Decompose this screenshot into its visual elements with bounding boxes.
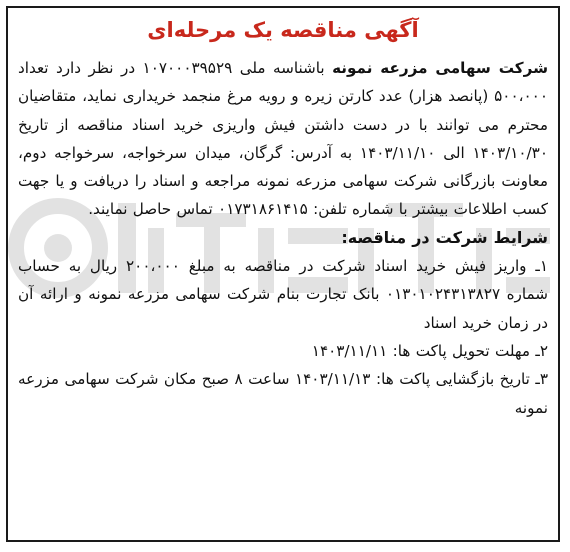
condition-item-3: ۳ـ تاریخ بازگشایی پاکت ها: ۱۴۰۳/۱۱/۱۳ ساعت ۸ صبح مکان شرکت سهامی مزرعه نمونه (18, 370, 548, 417)
notice-title: آگهی مناقصه یک مرحله‌ای (147, 18, 419, 42)
condition-item-2: ۲ـ مهلت تحویل پاکت ها: ۱۴۰۳/۱۱/۱۱ (311, 341, 548, 360)
intro-text: باشناسه ملی ۱۰۷۰۰۰۳۹۵۲۹ در نظر دارد تعداد ۵۰۰،۰۰۰ (پانصد هزار) عدد کارتن زیره و رویه مرغ منجمد خریداری نماید، متقاضیان محترم می توانند با در دست داشتن فیش واریزی خرید اسناد مناقصه از تاریخ ۱۴۰۳/۱۰/۳۰ الی ۱۴۰۳/۱۱/۱۰ به آدرس: گرگان، میدان سرخواجه، سرخواجه دوم، معاونت بازرگانی شرکت سهامی مزرعه نمونه مراجعه و اسناد را دریافت و یا جهت کسب اطلاعات بیشتر با شماره تلفن: ۰۱۷۳۱۸۶۱۴۱۵ تماس حاصل نمایند. (18, 59, 548, 219)
company-name: شرکت سهامی مزرعه نمونه (332, 59, 549, 77)
notice-body (18, 54, 548, 422)
condition-item-1: ۱ـ واریز فیش خرید اسناد شرکت در مناقصه به مبلغ ۲۰۰،۰۰۰ ریال به حساب شماره ۰۱۳۰۱۰۲۴۳۱۳۸۲۷ بانک تجارت بنام شرکت سهامی مزرعه نمونه و ارائه آن در زمان خرید اسناد (18, 257, 548, 332)
conditions-heading: شرایط شرکت در مناقصه: (341, 227, 548, 247)
intro-paragraph (18, 54, 548, 224)
notice-frame (6, 6, 560, 542)
